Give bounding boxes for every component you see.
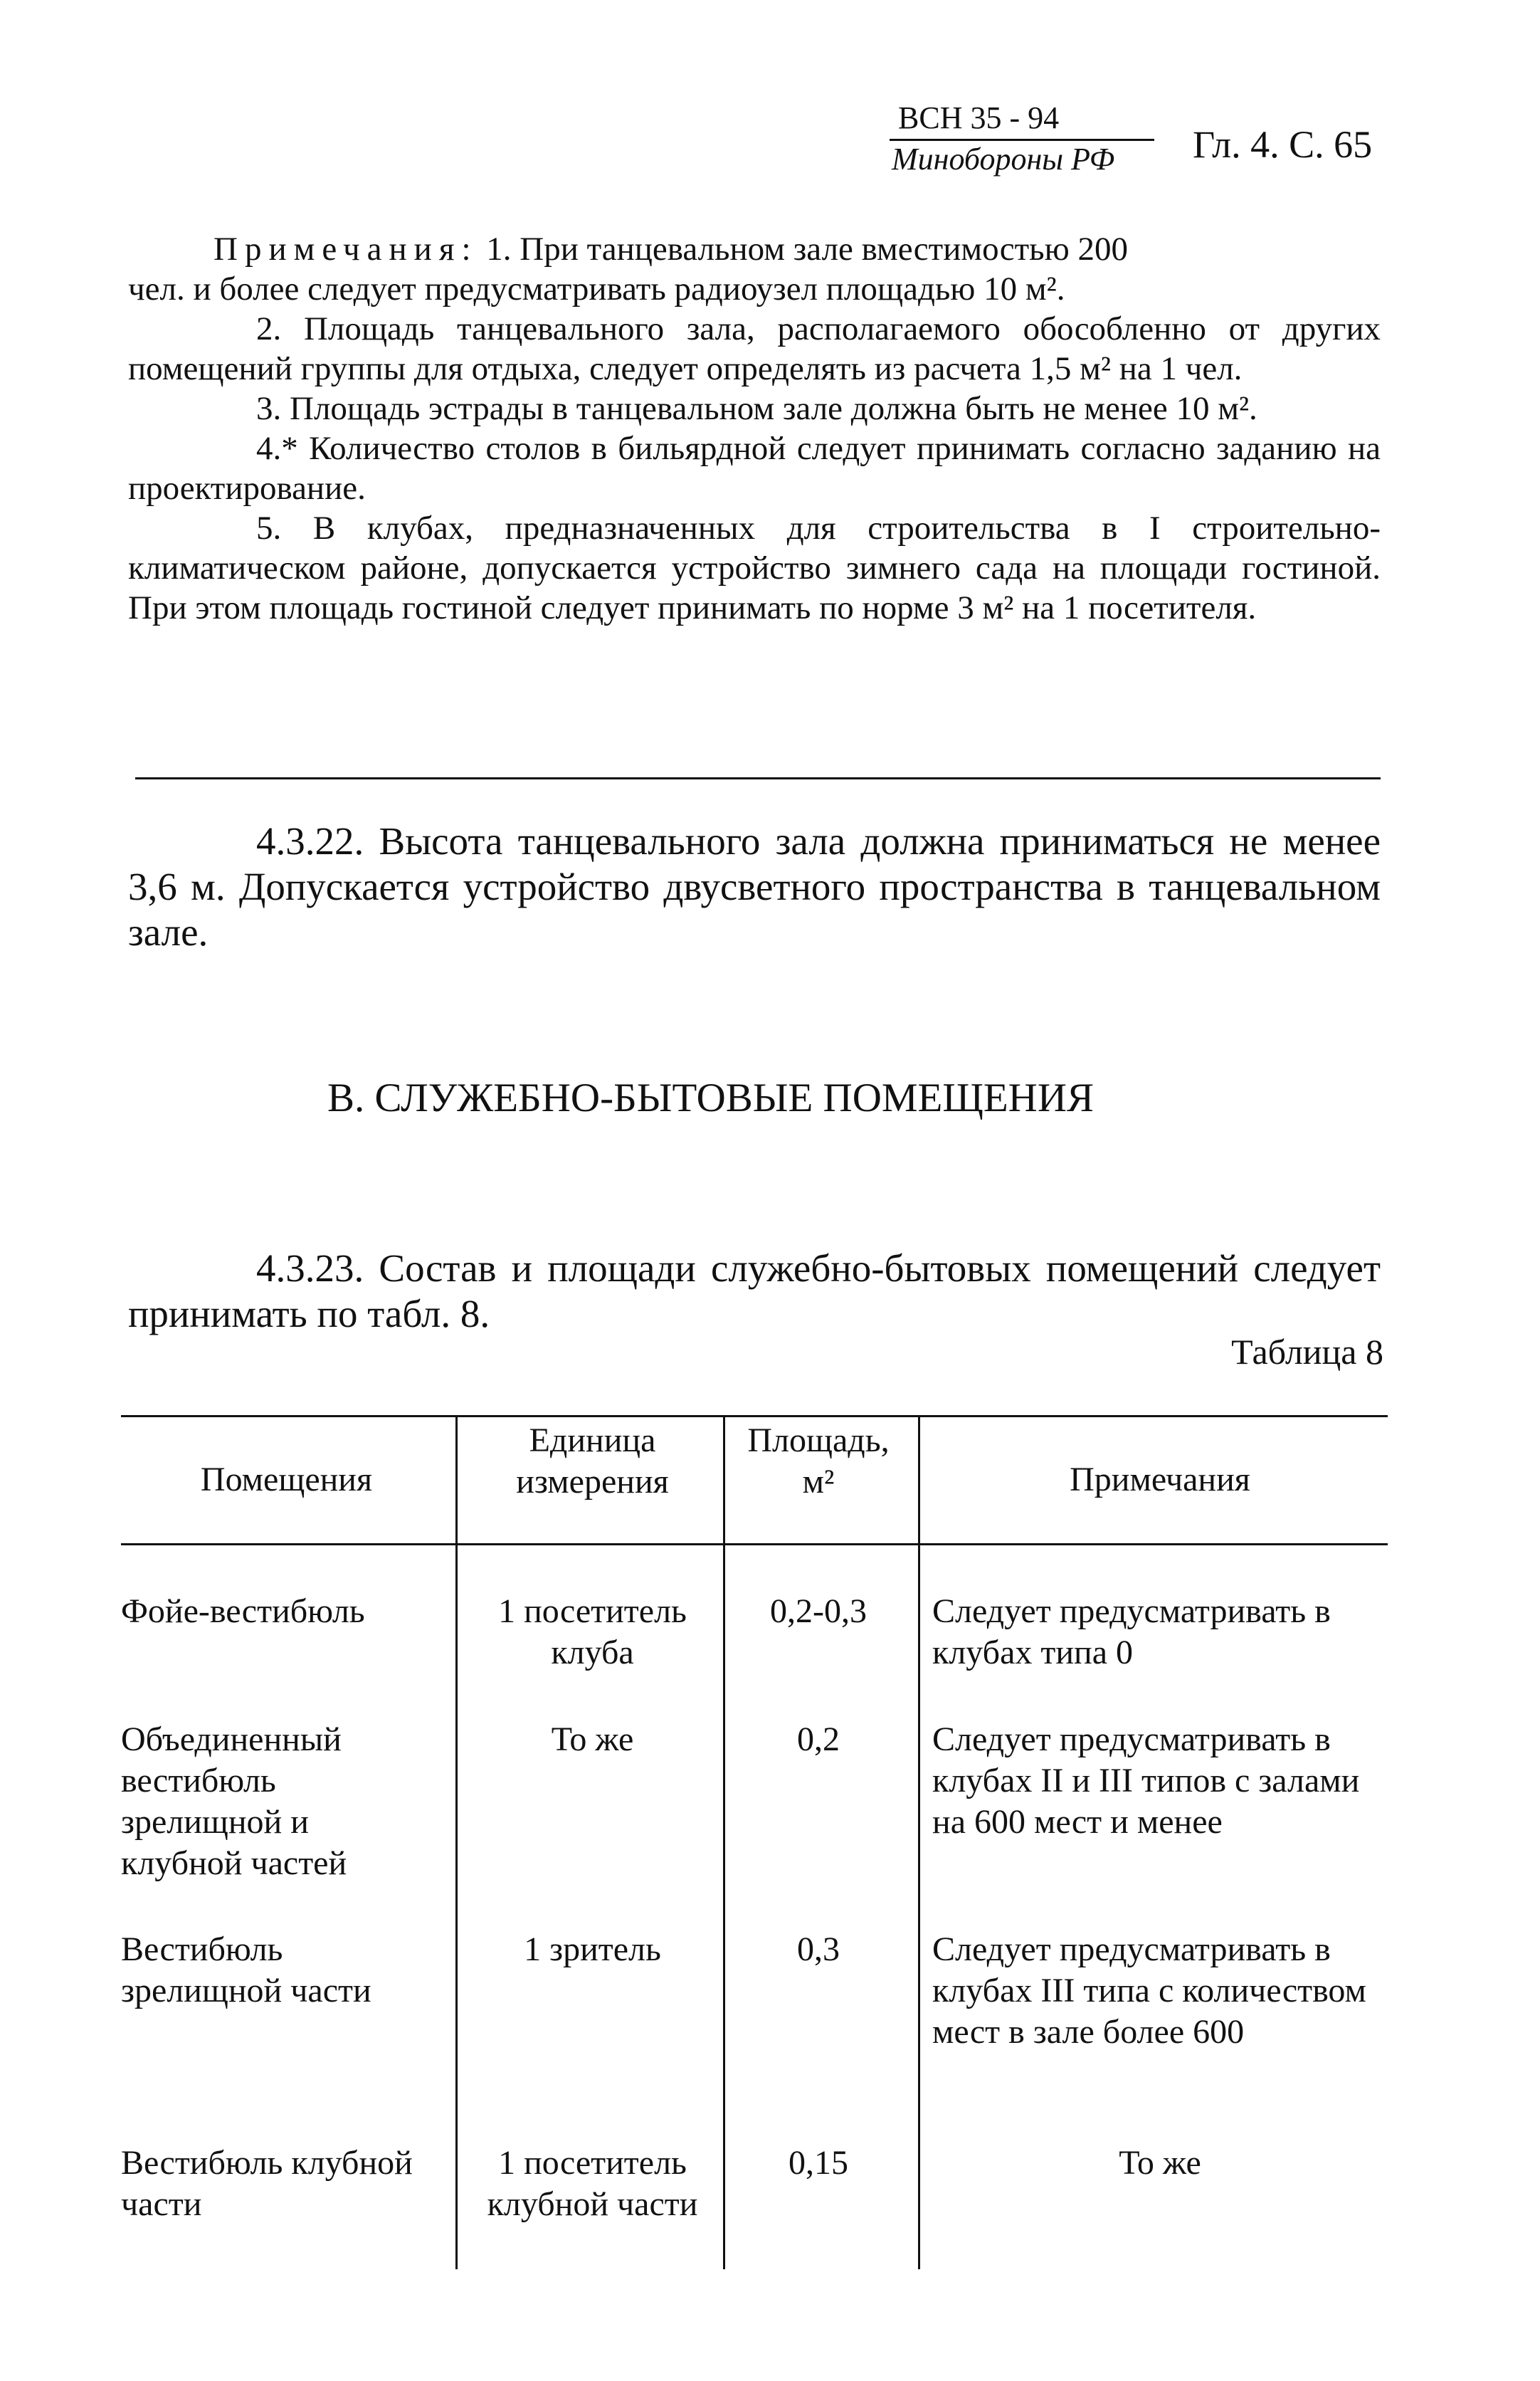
notes-divider [135,777,1381,779]
doc-code: ВСН 35 - 94 [898,100,1060,135]
clause-4-3-23: 4.3.23. Состав и площади служебно-бытовых помещений следует принимать по табл. 8. [128,1246,1381,1335]
organization: Минобороны РФ [892,142,1115,177]
table-col-divider-3 [918,1416,920,2269]
table-caption: Таблица 8 [1231,1332,1383,1372]
row-2-unit: То же [551,1720,634,1758]
note-1 [128,229,1381,269]
page-reference: Гл. 4. С. 65 [1193,123,1373,166]
row-3-room: Вестибюль зрелищной части [121,1930,371,2009]
row-2-area: 0,2 [797,1720,840,1758]
row-4-room: Вестибюль клубной части [121,2144,413,2223]
th-area: Площадь, м² [747,1421,890,1500]
note-1-rest: чел. и более следует предусматривать радиоузел площадью 10 м². [128,270,1065,308]
table-header-border [121,1543,1388,1545]
row-2-room: Объединенный вестибюль зрелищной и клубной частей [121,1720,347,1882]
row-1-unit: 1 посетитель клуба [498,1592,687,1671]
note-3: 3. Площадь эстрады в танцевальном зале должна быть не менее 10 м². [256,390,1257,427]
row-3-area: 0,3 [797,1930,840,1968]
row-1-area: 0,2-0,3 [770,1592,867,1630]
th-unit: Единица измерения [516,1421,669,1500]
section-title: В. СЛУЖЕБНО-БЫТОВЫЕ ПОМЕЩЕНИЯ [327,1076,1095,1120]
row-4-note: То же [1119,2144,1201,2182]
row-4-area: 0,15 [789,2144,848,2182]
note-5: 5. В клубах, предназначенных для строительства в I строительно-климатическом районе, допускается устройство зимнего сада на площади гостиной. При этом площадь гостиной следует принимать по норме 3 м² на 1 посетителя. [128,510,1381,626]
row-3-unit: 1 зритель [524,1930,661,1968]
row-1-note: Следует предусматривать в клубах типа 0 [932,1592,1331,1671]
row-2-note: Следует предусматривать в клубах II и III типов с залами на 600 мест и менее [932,1720,1360,1841]
note-2: 2. Площадь танцевального зала, располагаемого обособленно от других помещений группы для отдыха, следует определять из расчета 1,5 м² на 1 чел. [128,310,1381,387]
table-col-divider-1 [455,1416,458,2269]
clause-4-3-22: 4.3.22. Высота танцевального зала должна приниматься не менее 3,6 м. Допускается устройство двусветного пространства в танцевальном зале. [128,819,1381,954]
th-room: Помещения [200,1461,373,1498]
note-1-lead: 1. При танцевальном зале вместимостью 200 [486,231,1128,268]
table-col-divider-2 [723,1416,725,2269]
notes-block [128,229,1381,628]
row-1-room: Фойе-вестибюль [121,1592,365,1630]
notes-label: Примечания: [213,231,478,268]
table-top-border [121,1415,1388,1417]
note-4: 4.* Количество столов в бильярдной следует принимать согласно заданию на проектирование. [128,430,1381,507]
row-4-unit: 1 посетитель клубной части [487,2144,698,2223]
th-note: Примечания [1070,1461,1250,1498]
row-3-note: Следует предусматривать в клубах III типа с количеством мест в зале более 600 [932,1930,1366,2051]
